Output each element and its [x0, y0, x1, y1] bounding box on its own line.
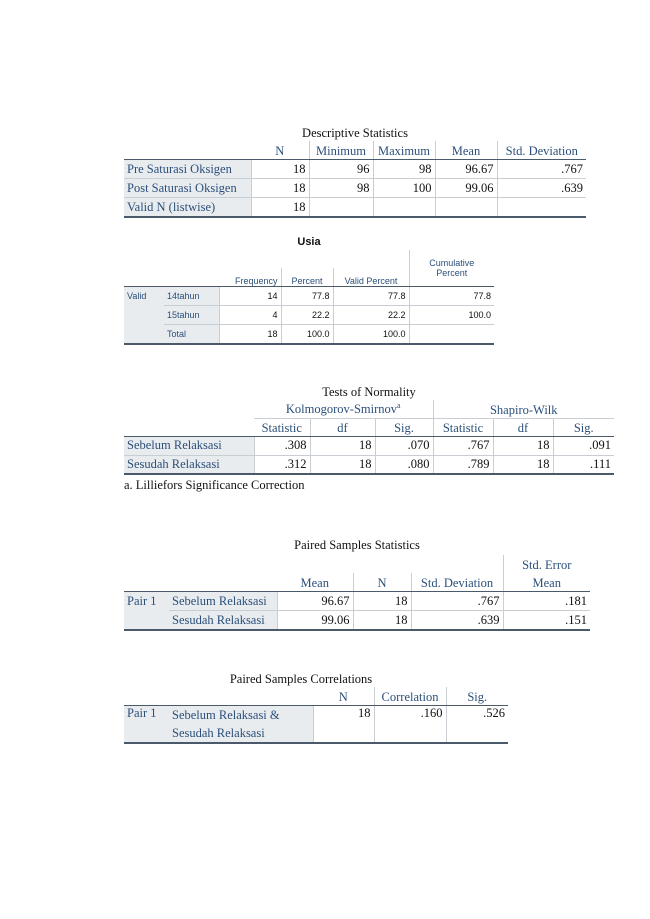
- cell: 18: [251, 160, 309, 179]
- cell: 18: [251, 179, 309, 198]
- cell: .789: [433, 455, 493, 474]
- cell: 96.67: [435, 160, 497, 179]
- cell: [309, 198, 373, 218]
- cell: 77.8: [281, 287, 333, 306]
- column-header: df: [310, 418, 375, 437]
- row-label: 15tahun: [164, 306, 219, 325]
- paired-corr-title: Paired Samples Correlations: [229, 672, 373, 686]
- column-header: Cumulative: [409, 250, 494, 268]
- group-header-row: [124, 400, 614, 418]
- table-row: [124, 306, 494, 325]
- paired-corr-block: [124, 672, 508, 744]
- table-row: [124, 706, 508, 744]
- cell: 18: [353, 592, 411, 611]
- group-label: Valid: [124, 287, 164, 306]
- descriptive-statistics-table: [124, 141, 586, 218]
- cell: 18: [310, 455, 375, 474]
- column-header: N: [313, 687, 374, 706]
- cell: 99.06: [435, 179, 497, 198]
- cell: 100.0: [281, 325, 333, 345]
- cell: .308: [254, 437, 310, 456]
- table-row: [124, 455, 614, 474]
- paired-corr-table: [124, 687, 508, 744]
- column-header: Mean: [435, 141, 497, 160]
- header-row: [124, 418, 614, 437]
- row-label: Valid N (listwise): [124, 198, 251, 218]
- column-header: Percent: [409, 268, 494, 287]
- header-row: [124, 141, 586, 160]
- column-header: Mean: [277, 573, 353, 592]
- column-header: Percent: [281, 268, 333, 287]
- cell: .160: [374, 706, 446, 744]
- column-header: Minimum: [309, 141, 373, 160]
- cell: 98: [373, 160, 435, 179]
- paired-stats-table: [124, 555, 590, 631]
- usia-table: [124, 234, 494, 345]
- cell: .767: [497, 160, 586, 179]
- paired-stats-title: Paired Samples Statistics: [294, 538, 420, 552]
- cell: .080: [375, 455, 433, 474]
- header-row: [124, 268, 494, 287]
- cell: 100.0: [333, 325, 409, 345]
- column-header: Correlation: [374, 687, 446, 706]
- cell: 77.8: [333, 287, 409, 306]
- cell: 96: [309, 160, 373, 179]
- row-label: Sesudah Relaksasi: [169, 611, 277, 631]
- header-row: [124, 573, 590, 592]
- table-row: [124, 611, 590, 631]
- row-label: Sebelum Relaksasi: [169, 592, 277, 611]
- cell: 96.67: [277, 592, 353, 611]
- table-row: [124, 287, 494, 306]
- column-header: N: [353, 573, 411, 592]
- normality-footnote: a. Lilliefors Significance Correction: [124, 478, 305, 492]
- column-header: Frequency: [219, 268, 281, 287]
- row-label: Post Saturasi Oksigen: [124, 179, 251, 198]
- cell: .111: [553, 455, 614, 474]
- column-group-header: Shapiro-Wilk: [433, 400, 614, 418]
- cell: .151: [503, 611, 590, 631]
- column-header: Std. Error: [503, 555, 590, 573]
- column-header: Mean: [503, 573, 590, 592]
- cell: .181: [503, 592, 590, 611]
- cell: 22.2: [281, 306, 333, 325]
- table-row: [124, 325, 494, 345]
- cell: 77.8: [409, 287, 494, 306]
- cell: 18: [251, 198, 309, 218]
- table-row: [124, 198, 586, 218]
- column-header: Statistic: [433, 418, 493, 437]
- cell: 14: [219, 287, 281, 306]
- cell: .091: [553, 437, 614, 456]
- cell: 4: [219, 306, 281, 325]
- column-header: Std. Deviation: [497, 141, 586, 160]
- cell: [497, 198, 586, 218]
- cell: 98: [309, 179, 373, 198]
- row-label: 14tahun: [164, 287, 219, 306]
- pair-label: Pair 1: [124, 706, 169, 744]
- row-label: Sebelum Relaksasi & Sesudah Relaksasi: [169, 706, 313, 744]
- table-row: [124, 592, 590, 611]
- row-label: Sebelum Relaksasi: [124, 437, 254, 456]
- descriptive-statistics-title: Descriptive Statistics: [302, 126, 408, 140]
- pair-label: Pair 1: [124, 592, 169, 611]
- table-row: [124, 437, 614, 456]
- cell: .767: [433, 437, 493, 456]
- cell: 99.06: [277, 611, 353, 631]
- paired-stats-block: [124, 538, 590, 631]
- table-row: [124, 179, 586, 198]
- cell: 18: [310, 437, 375, 456]
- descriptive-statistics-block: [124, 126, 586, 218]
- column-header: Maximum: [373, 141, 435, 160]
- row-label: Pre Saturasi Oksigen: [124, 160, 251, 179]
- column-header: Sig.: [553, 418, 614, 437]
- column-header: Sig.: [375, 418, 433, 437]
- cell: .639: [497, 179, 586, 198]
- column-header: Sig.: [446, 687, 508, 706]
- cell: 18: [493, 437, 553, 456]
- table-row: [124, 160, 586, 179]
- cell: .070: [375, 437, 433, 456]
- cell: [373, 198, 435, 218]
- cell: [435, 198, 497, 218]
- column-header: N: [251, 141, 309, 160]
- cell: [409, 325, 494, 345]
- cell: 18: [219, 325, 281, 345]
- cell: .639: [411, 611, 503, 631]
- row-label: Sesudah Relaksasi: [124, 455, 254, 474]
- cell: 18: [353, 611, 411, 631]
- normality-table: [124, 400, 614, 475]
- column-header: Valid Percent: [333, 268, 409, 287]
- column-header: Std. Deviation: [411, 573, 503, 592]
- cell: 100: [373, 179, 435, 198]
- cell: .526: [446, 706, 508, 744]
- column-header: Statistic: [254, 418, 310, 437]
- normality-title: Tests of Normality: [322, 385, 416, 399]
- column-header: df: [493, 418, 553, 437]
- row-label: Total: [164, 325, 219, 345]
- cell: 18: [313, 706, 374, 744]
- cell: 22.2: [333, 306, 409, 325]
- usia-block: [124, 234, 494, 345]
- usia-title: Usia: [297, 236, 321, 248]
- cell: .312: [254, 455, 310, 474]
- header-row: [124, 687, 508, 706]
- cell: 100.0: [409, 306, 494, 325]
- column-group-header: Kolmogorov-Smirnov$^a$: [285, 401, 401, 417]
- cell: .767: [411, 592, 503, 611]
- normality-block: [124, 385, 614, 493]
- cell: 18: [493, 455, 553, 474]
